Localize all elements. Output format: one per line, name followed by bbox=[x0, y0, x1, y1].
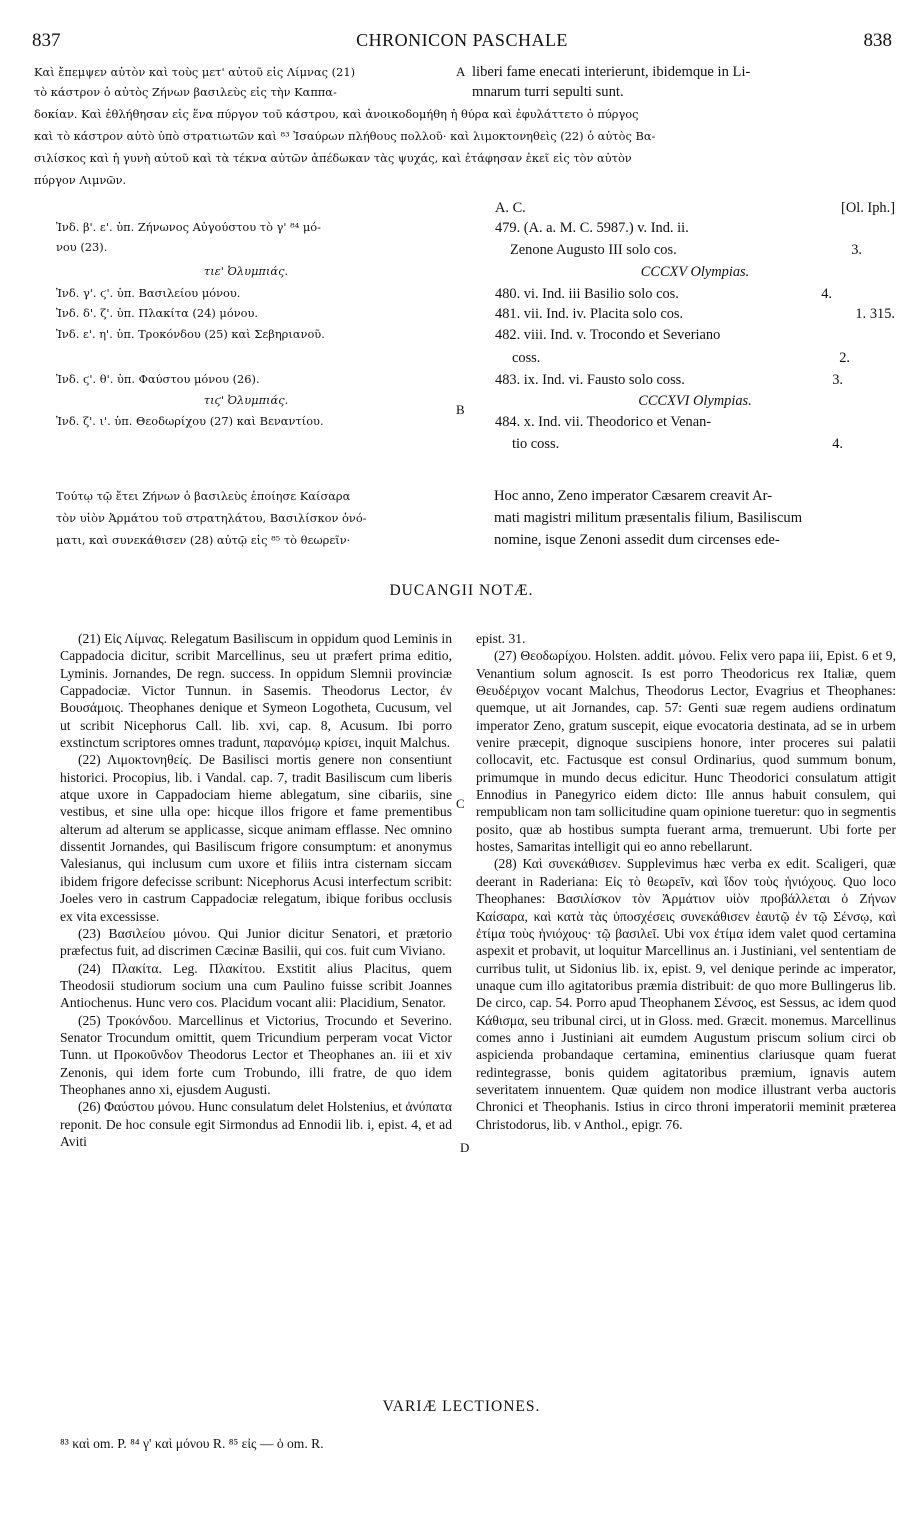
section-heading-variae: VARIÆ LECTIONES. bbox=[382, 1398, 541, 1415]
latin-text-line: Hoc anno, Zeno imperator Cæsarem creavit Ar- bbox=[494, 488, 773, 504]
latin-year-row bbox=[512, 350, 895, 367]
section-heading-notes: DUCANGII NOTÆ. bbox=[389, 582, 534, 599]
year-text: 482. viii. Ind. v. Trocondo et Severiano bbox=[495, 327, 721, 343]
margin-letter-c: C bbox=[456, 796, 465, 811]
note-26: (26) Φαύστου μόνου. Hunc consulatum delet Holstenius, et ἀνύπατα reponit. De hoc consule egit Sirmondus ad Ennodii lib. i, epist. 4, et ad Aviti bbox=[60, 1099, 452, 1149]
year-text: Zenone Augusto III solo cos. bbox=[510, 242, 677, 258]
greek-year-row: Ἰνδ. β'. ε'. ὑπ. Ζήνωνος Αὐγούστου τὸ γ' ⁸⁴ μό- bbox=[56, 220, 321, 234]
olympiad-year: 3. bbox=[851, 242, 862, 258]
olympiad-column-label: [Ol. Iph.] bbox=[841, 200, 895, 216]
latin-text-line: nomine, isque Zenoni assedit dum circenses ede- bbox=[494, 532, 780, 548]
notes-right-column bbox=[476, 630, 896, 1133]
latin-year-row bbox=[512, 436, 895, 453]
note-26-continued: epist. 31. bbox=[476, 631, 526, 646]
latin-year-row bbox=[495, 306, 895, 323]
latin-top-line-1: liberi fame enecati interierunt, ibidemque in Li- bbox=[472, 64, 751, 80]
margin-letter-b: B bbox=[456, 402, 465, 417]
year-text: 480. vi. Ind. iii Basilio solo cos. bbox=[495, 286, 679, 302]
greek-year-row: νου (23). bbox=[56, 240, 108, 254]
latin-year-row bbox=[495, 220, 895, 237]
latin-text-line: mati magistri militum præsentalis filium, Basiliscum bbox=[494, 510, 803, 526]
running-header bbox=[32, 30, 892, 52]
note-24: (24) Πλακίτα. Leg. Πλακίτου. Exstitit alius Placitus, quem Theodosii studiorum socium una cum Paulino fuisse scribit Joannes Antiochenus. Hunc vero cos. Placidum vocant alii: Placidium, Senator. bbox=[60, 960, 452, 1011]
olympiad-year: 1. 315. bbox=[855, 306, 895, 322]
running-title: CHRONICON PASCHALE bbox=[356, 30, 568, 50]
variae-lectiones-line: ⁸³ καὶ om. P. ⁸⁴ γ' καὶ μόνου R. ⁸⁵ εἰς — ὁ om. R. bbox=[60, 1436, 324, 1451]
year-text: 484. x. Ind. vii. Theodorico et Venan- bbox=[495, 414, 712, 430]
olympiad-year: 3. bbox=[832, 372, 843, 388]
greek-full-line: καὶ τὸ κάστρον αὐτὸ ὑπὸ στρατιωτῶν καὶ ⁸³ Ἰσαύρων πλήθους πολλοῦ· καὶ λιμοκτονηθεὶς (22) ὁ αὐτὸς Βα- bbox=[34, 129, 656, 143]
olympiad-year: 4. bbox=[821, 286, 832, 302]
greek-full-line: πύργον Λιμνῶν. bbox=[34, 173, 127, 187]
page-number-right: 838 bbox=[863, 30, 892, 51]
year-text: 481. vii. Ind. iv. Placita solo cos. bbox=[495, 306, 684, 322]
latin-year-row bbox=[495, 414, 895, 431]
anno-christi-label: A. C. bbox=[495, 200, 526, 216]
greek-full-line: σιλίσκος καὶ ἡ γυνὴ αὐτοῦ καὶ τὰ τέκνα αὐτῶν ἀπέδωκαν τὰς ψυχάς, καὶ ἐτάφησαν ἐκεῖ εἰς τὸν αὐτὸν bbox=[34, 151, 632, 165]
margin-letter-d: D bbox=[460, 1140, 470, 1155]
note-27: (27) Θεοδωρίχου. Holsten. addit. μόνου. Felix vero papa iii, Epist. 6 et 9, Venantium solum agnoscit. Is est porro Theodoricus rex Italiæ, quem Θευδέριχον vocant Malchus, Theodorus Lector, Evagrius et Theophanes: quemque, ut ait Jornandes, cap. 57: Genti suæ regem audiens ordinatum imperator Zeno, gratum suscepit, eique evocatoria destinata, ad se in urbem venire præcepit, dignoque suscipiens honore, inter proceres sui palatii collocavit, etc. Factusque est consul Ordinarius, quod summum bonum, primumque in mundo decus edicitur. Hunc Theodorici consulatum attigit Ennodius in Panegyrico eidem dicto: Ille annus habuit consulem, qui rempublicam non tam sollicitudine quam opinione tueretur: quo in segmentis posito, quæ ab hostibus sumpta fuerant arma, tremuerunt. Ubi forte per hostes, Samaritas intelligit qui eo anno rebellarunt. bbox=[476, 648, 896, 855]
latin-olympiad-heading: CCCXVI Olympias. bbox=[638, 393, 752, 409]
greek-text-line: Τούτῳ τῷ ἔτει Ζήνων ὁ βασιλεὺς ἐποίησε Καίσαρα bbox=[56, 489, 351, 503]
latin-year-row bbox=[495, 327, 895, 344]
note-21: (21) Εἰς Λίμνας. Relegatum Basiliscum in oppidum quod Leminis in Cappadocia dicitur, scribit Marcellinus, seu ut præfert prima editio, Lyminis. Jornandes, De regn. success. In oppidum Slemnii provinciæ Cappadociæ. Victor Tunnun. in Sasemis. Theodorus Lector, ἐν Βουσάμοις. Theophanes denique et Symeon Logotheta, Cucusum, vel ut scribit Nicephorus Call. lib. xvi, cap. 8, Acusum. Ibi porro exstinctum scriptores omnes tradunt, παρανόμῳ κρίσει, inquit Malchus. bbox=[60, 631, 452, 751]
year-text: 483. ix. Ind. vi. Fausto solo coss. bbox=[495, 372, 685, 388]
year-text: 479. (A. a. M. C. 5987.) v. Ind. ii. bbox=[495, 220, 689, 236]
greek-year-row: Ἰνδ. ε'. η'. ὑπ. Τροκόνδου (25) καὶ Σεβηριανοῦ. bbox=[56, 327, 325, 341]
greek-olympiad-heading: τιε' Ὀλυμπιάς. bbox=[203, 264, 289, 278]
greek-text-line: ματι, καὶ συνεκάθισεν (28) αὐτῷ εἰς ⁸⁵ τὸ θεωρεῖν· bbox=[56, 533, 351, 547]
latin-top-line-2: mnarum turri sepulti sunt. bbox=[472, 84, 624, 100]
latin-year-row bbox=[495, 372, 895, 389]
latin-year-row bbox=[510, 242, 910, 259]
latin-olympiad-heading: CCCXV Olympias. bbox=[640, 264, 750, 280]
greek-full-line: δοκίαν. Καὶ ἐθλήθησαν εἰς ἕνα πύργον τοῦ κάστρου, καὶ ἀνοικοδομήθη ἡ θύρα καὶ ἐφυλάττετο ὁ πύργος bbox=[34, 107, 639, 121]
year-text: tio coss. bbox=[512, 436, 560, 452]
greek-year-row: Ἰνδ. δ'. ζ'. ὑπ. Πλακίτα (24) μόνου. bbox=[56, 306, 259, 320]
note-23: (23) Βασιλείου μόνου. Qui Junior dicitur Senatori, et prætorio præfectus fuit, ad discrimen Cæcinæ Basilii, qui cos. fuit cum Viviano. bbox=[60, 925, 452, 959]
greek-text-line: τὸν υἱὸν Ἀρμάτου τοῦ στρατηλάτου, Βασιλίσκον ὀνό- bbox=[56, 511, 367, 525]
page-number-left: 837 bbox=[32, 30, 61, 51]
olympiad-year: 2. bbox=[839, 350, 850, 366]
year-text: coss. bbox=[512, 350, 541, 366]
note-28: (28) Καὶ συνεκάθισεν. Supplevimus hæc verba ex edit. Scaligeri, quæ deerant in Raderiana: Εἰς τὸ θεωρεῖν, καὶ ἴδον τοὺς ἡνιόχους. Quo loco Theophanes: Βασιλίσκον τὸν Ἀρμάτιον υἱὸν προβάλλεται ὁ Ζήνων Καίσαρα, καὶ κατὰ τὰς ὑποσχέσεις συνεκάθισεν ἑαυτῷ ἐν τῷ Σένσῳ, καὶ ἐτίμα τοὺς ἡνιόχους· τῷ βασιλεῖ. Ubi vox ἐτίμα idem valet quod certamina aspexit et probavit, ut loquitur Marcellinus an. i Justiniani, vel sententiam de curribus tulit, ut Sidonius lib. ix, epist. 9, vel denique perinde ac imperator, unaque cum illo agitatoribus præmia distribuit: de quo more Bullingerus lib. De circo, cap. 54. Porro apud Theophanem Σένσος, est Sessus, ac idem quod Κάθισμα, seu tribunal circi, ut in Gloss. med. Græcit. monemus. Marcellinus comes anno i Justiniani ait eumdem Augustum priscum solium circi ob aspicienda probandaque certamina, eminentius clariusque quam fuerat redintegrasse, bonis quidem agitatoribus præmium, ignavis autem severitatem innuentem. Quæ quidem non modice illustrant verba auctoris Chronici et Theophanis. Istius in circo throni imperatorii meminit præterea Christodorus, lib. v Anthol., epigr. 76. bbox=[476, 856, 896, 1132]
latin-year-row bbox=[495, 286, 895, 303]
note-25: (25) Τροκόνδου. Marcellinus et Victorius, Trocundo et Severino. Senator Trocundum omittit, quem Tricundium perperam vocat Victor Tunn. ut Προκοῦνδον Theodorus Lector et Theophanes an. iii et xiv Zenonis, qui idem forte cum Trobundo, illi fratre, de quo idem Theophanes anno xi, ejusdem Augusti. bbox=[60, 1012, 452, 1097]
greek-olympiad-heading: τιϛ' Ὀλυμπιάς. bbox=[203, 393, 289, 407]
greek-year-row: Ἰνδ. ζ'. ι'. ὑπ. Θεοδωρίχου (27) καὶ Βεναντίου. bbox=[56, 414, 324, 428]
notes-left-column bbox=[60, 630, 452, 1150]
greek-year-row: Ἰνδ. γ'. ϛ'. ὑπ. Βασιλείου μόνου. bbox=[56, 286, 241, 300]
olympiad-year: 4. bbox=[832, 436, 843, 452]
note-22: (22) Λιμοκτονηθείς. De Basilisci mortis genere non consentiunt historici. Procopius, lib. i Vandal. cap. 7, tradit Basiliscum cum liberis atque uxore in Cappadociam hieme ablegatum, sine cibariis, sine vestibus, et sine ulla ope: hicque illos frigore et fame prementibus alterum ad alterum se applicasse, sicque animam efflasse. Nec omnino dissentit Jornandes, qui Basiliscum frigore consumptum: et anonymus Valesianus, qui inclusum cum uxore et filiis intra cisternam siccam ibidem frigore defecisse scribunt: Nicephorus Acusi interfectum scribit: Joeles vero in castrum Cappadociæ relegatum, ibique foribus occlusis ex vita excessisse. bbox=[60, 752, 452, 924]
greek-top-line-1: Καὶ ἔπεμψεν αὐτὸν καὶ τοὺς μετ' αὐτοῦ εἰς Λίμνας (21) bbox=[34, 65, 356, 79]
greek-year-row: Ἰνδ. ϛ'. θ'. ὑπ. Φαύστου μόνου (26). bbox=[56, 372, 260, 386]
margin-letter-a: A bbox=[456, 64, 466, 79]
greek-top-line-2: τὸ κάστρον ὁ αὐτὸς Ζήνων βασιλεὺς εἰς τὴν Καππα- bbox=[34, 85, 337, 99]
chronology-header bbox=[495, 200, 895, 217]
